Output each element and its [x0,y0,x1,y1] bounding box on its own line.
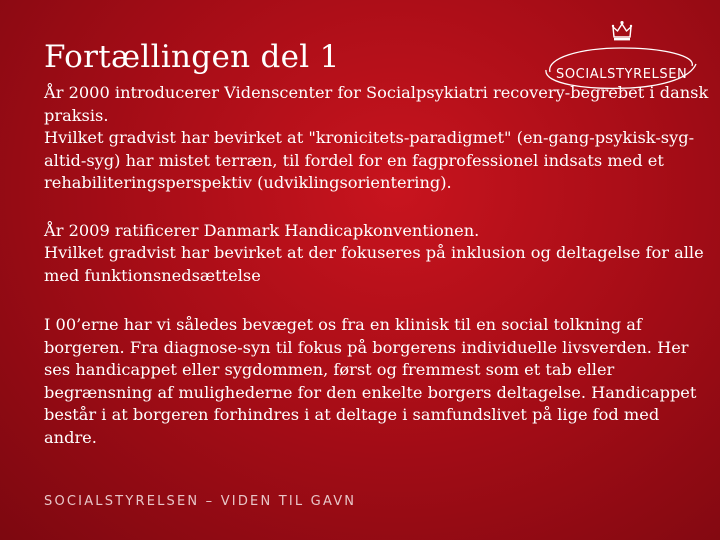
paragraph-00erne: I 00’erne har vi således bevæget os fra en klinisk til en social tolkning af borgeren. Fra diagnose-syn til fokus på borgerens individuelle livsverden. Her ses handicappet eller sygdommen, først og fremmest som et tab eller begrænsning af mulighederne for den enkelte borgers deltagelse. Handicappet består i at borgeren forhindres i at deltage i samfundslivet på lige fod med andre. [44,315,697,447]
slide-title: Fortællingen del 1 [44,39,340,75]
slide-content [44,82,712,449]
paragraph-kronicitet: Hvilket gradvist har bevirket at "kronicitets-paradigmet" (en-gang-psykisk-syg-altid-syg) har mistet terræn, til fordel for en fagprofessionel indsats med et rehabiliteringsperspektiv (udviklingsorientering). [44,128,695,192]
paragraph-inklusion: Hvilket gradvist har bevirket at der fokuseres på inklusion og deltagelse for alle med funktionsnedsættelse [44,243,704,285]
paragraph-2000: År 2000 introducerer Videnscenter for Socialpsykiatri recovery-begrebet i dansk praksis. [44,83,709,125]
footer-tagline: SOCIALSTYRELSEN – VIDEN TIL GAVN [44,494,357,509]
crown-icon [611,20,633,42]
logo-text: SOCIALSTYRELSEN [556,67,688,82]
paragraph-2009: År 2009 ratificerer Danmark Handicapkonventionen. [44,220,480,240]
